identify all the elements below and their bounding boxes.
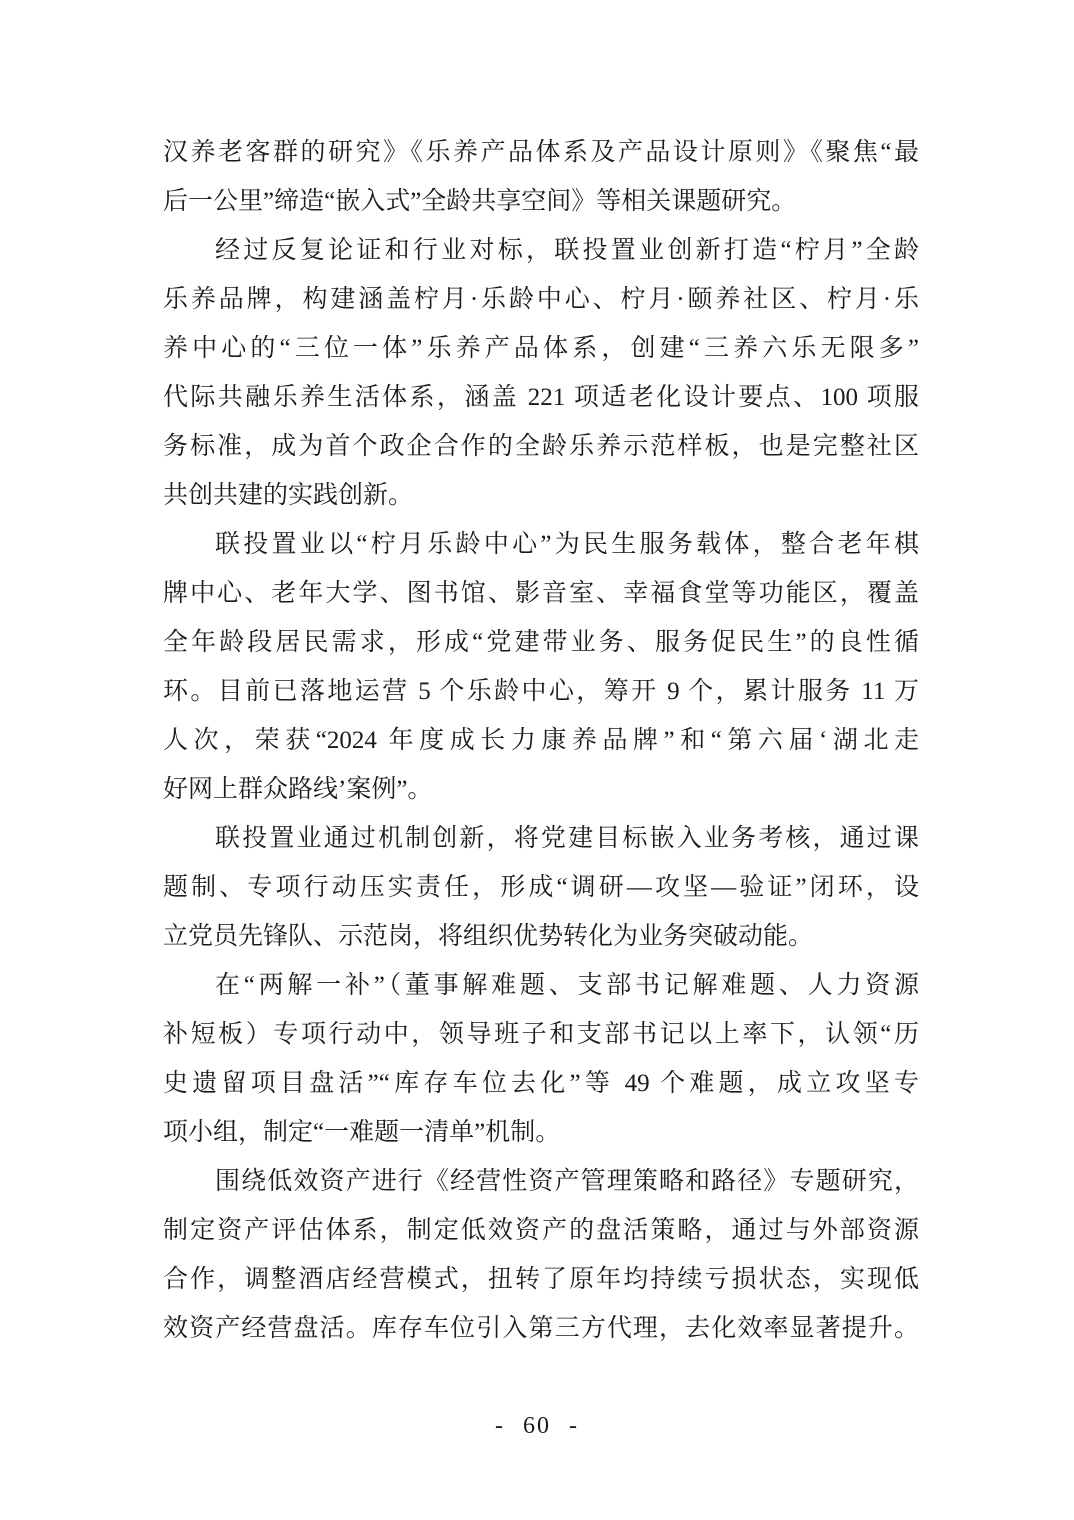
text-line: 联投置业以“柠月乐龄中心”为民生服务载体，整合老年棋: [215, 531, 919, 558]
text-line: 乐养品牌，构建涵盖柠月·乐龄中心、柠月·颐养社区、柠月·乐: [163, 286, 919, 313]
paragraph: [163, 1157, 919, 1353]
paragraph: [163, 814, 919, 961]
text-line: 围绕低效资产进行《经营性资产管理策略和路径》专题研究，: [215, 1168, 919, 1195]
text-line: 补短板）专项行动中，领导班子和支部书记以上率下，认领“历: [163, 1021, 919, 1048]
text-line: 在“两解一补”（董事解难题、支部书记解难题、人力资源: [215, 972, 919, 999]
text-line: 养中心的“三位一体”乐养产品体系，创建“三养六乐无限多”: [163, 335, 919, 362]
paragraph: [163, 520, 919, 814]
text-line: 效资产经营盘活。库存车位引入第三方代理，去化效率显著提升。: [163, 1315, 919, 1342]
text-line: 项小组，制定“一难题一清单”机制。: [163, 1119, 561, 1146]
text-line: 共创共建的实践创新。: [163, 482, 414, 509]
text-line: 题制、专项行动压实责任，形成“调研—攻坚—验证”闭环，设: [163, 874, 919, 901]
text-line: 人次，荣获“2024 年度成长力康养品牌”和“第六届‘湖北走: [163, 727, 919, 754]
text-line: 史遗留项目盘活”“库存车位去化”等 49 个难题，成立攻坚专: [163, 1070, 919, 1097]
text-line: 合作，调整酒店经营模式，扭转了原年均持续亏损状态，实现低: [163, 1266, 919, 1293]
text-line: 后一公里”缔造“嵌入式”全龄共享空间》等相关课题研究。: [163, 188, 797, 215]
text-line: 牌中心、老年大学、图书馆、影音室、幸福食堂等功能区，覆盖: [163, 580, 919, 607]
body-text: [163, 128, 919, 1353]
page-footer: [0, 1402, 1074, 1451]
text-line: 汉养老客群的研究》《乐养产品体系及产品设计原则》《聚焦“最: [163, 139, 919, 166]
paragraph: [163, 128, 919, 226]
page-number: - 60 -: [495, 1413, 579, 1439]
text-line: 好网上群众路线’案例”。: [163, 776, 433, 803]
text-line: 联投置业通过机制创新，将党建目标嵌入业务考核，通过课: [215, 825, 919, 852]
text-line: 环。目前已落地运营 5 个乐龄中心，筹开 9 个，累计服务 11 万: [163, 678, 919, 705]
text-line: 立党员先锋队、示范岗，将组织优势转化为业务突破动能。: [163, 923, 814, 950]
text-line: 务标准，成为首个政企合作的全龄乐养示范样板，也是完整社区: [163, 433, 919, 460]
text-line: 制定资产评估体系，制定低效资产的盘活策略，通过与外部资源: [163, 1217, 919, 1244]
text-line: 全年龄段居民需求，形成“党建带业务、服务促民生”的良性循: [163, 629, 919, 656]
paragraph: [163, 961, 919, 1157]
text-line: 经过反复论证和行业对标，联投置业创新打造“柠月”全龄: [215, 237, 919, 264]
text-line: 代际共融乐养生活体系，涵盖 221 项适老化设计要点、100 项服: [163, 384, 919, 411]
paragraph: [163, 226, 919, 520]
